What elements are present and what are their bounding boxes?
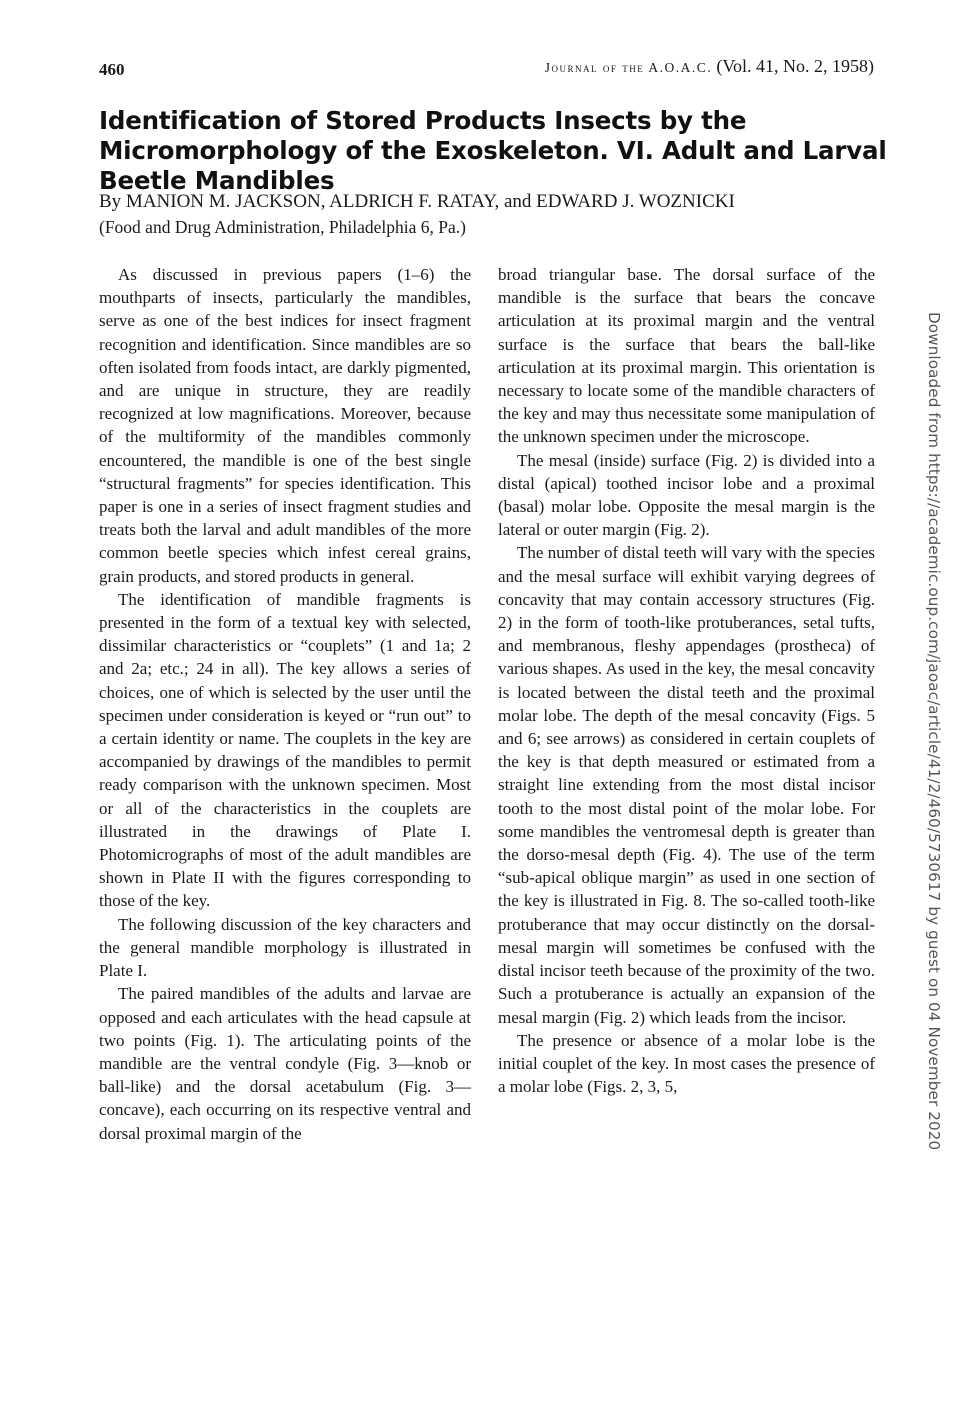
paragraph: As discussed in previous papers (1–6) the mouthparts of insects, particularly the mandibles, serve as one of the best indices for insect fragment recognition and identification. Since mandibles are so often isolated from foods intact, are darkly pigmented, and are unique in structure, they are readily recognized at low magnifications. Moreover, because of the multiformity of the mandibles commonly encountered, the mandible is one of the best single “structural fragments” for species identification. This paper is one in a series of insect fragment studies and treats both the larval and adult mandibles of the more common beetle species which infest cereal grains, grain products, and stored products in general. (99, 265, 471, 586)
article-title: Identification of Stored Products Insects by the Micromorphology of the Exoskeleton. VI. Adult and Larval Beetle Mandibles (99, 106, 887, 195)
paragraph: broad triangular base. The dorsal surface of the mandible is the surface that bears the concave articulation at its proximal margin and the ventral surface is the surface that bears the ball-like articulation at its proximal margin. This orientation is necessary to locate some of the mandible characters of the key and may thus necessitate some manipulation of the unknown specimen under the microscope. (498, 265, 875, 447)
paragraph: The identification of mandible fragments is presented in the form of a textual key with selected, dissimilar characteristics or “couplets” (1 and 1a; 2 and 2a; etc.; 24 in all). The key allows a series of choices, one of which is selected by the user until the specimen under consideration is keyed or “run out” to a certain identity or name. The couplets in the key are accompanied by drawings of the mandibles to permit ready comparison with the unknown specimen. Most or all of the characteristics in the couplets are illustrated in the drawings of Plate I. Photomicrographs of most of the adult mandibles are shown in Plate II with the figures corresponding to those of the key. (99, 589, 471, 911)
watermark-text: Downloaded from https://academic.oup.com/jaoac/article/41/2/460/5730617 by guest on 04 November 2020 (925, 312, 943, 1151)
journal-issue: (Vol. 41, No. 2, 1958) (716, 56, 874, 76)
journal-name: Journal of the A.O.A.C. (544, 60, 713, 75)
running-head (545, 56, 874, 77)
right-column (498, 263, 875, 1098)
left-column (99, 263, 471, 1145)
paragraph: The presence or absence of a molar lobe is the initial couplet of the key. In most cases the presence of a molar lobe (Figs. 2, 3, 5, (498, 1030, 875, 1097)
paragraph: The following discussion of the key characters and the general mandible morphology is illustrated in Plate I. (99, 914, 471, 981)
article-affiliation: (Food and Drug Administration, Philadelphia 6, Pa.) (99, 217, 466, 237)
paragraph: The paired mandibles of the adults and larvae are opposed and each articulates with the head capsule at two points (Fig. 1). The articulating points of the mandible are the ventral condyle (Fig. 3—knob or ball-like) and the dorsal acetabulum (Fig. 3—concave), each occurring on its respective ventral and dorsal proximal margin of the (99, 984, 471, 1143)
paragraph: The mesal (inside) surface (Fig. 2) is divided into a distal (apical) toothed incisor lobe and a proximal (basal) molar lobe. Opposite the mesal margin is the lateral or outer margin (Fig. 2). (498, 450, 875, 540)
page-number: 460 (99, 60, 125, 79)
paragraph: The number of distal teeth will vary with the species and the mesal surface will exhibit varying degrees of concavity that may contain accessory structures (Fig. 2) in the form of tooth-like protuberances, setal tufts, and membranous, fleshy appendages (prostheca) of various shapes. As used in the key, the mesal concavity is located between the distal teeth and the proximal molar lobe. The depth of the mesal concavity (Figs. 5 and 6; see arrows) as considered in certain couplets of the key is that depth measured or estimated from a straight line extending from the most distal incisor tooth to the most distal point of the molar lobe. For some mandibles the ventromesal depth is greater than the dorso-mesal depth (Fig. 4). The use of the term “sub-apical oblique margin” as used in one section of the key is illustrated in Fig. 8. The so-called tooth-like protuberance that may occur distinctly on the dorsal-mesal margin will sometimes be confused with the distal incisor teeth because of the proximity of the two. Such a protuberance is actually an expansion of the mesal margin (Fig. 2) which leads from the incisor. (498, 543, 875, 1027)
article-authors: By MANION M. JACKSON, ALDRICH F. RATAY, and EDWARD J. WOZNICKI (99, 191, 735, 212)
